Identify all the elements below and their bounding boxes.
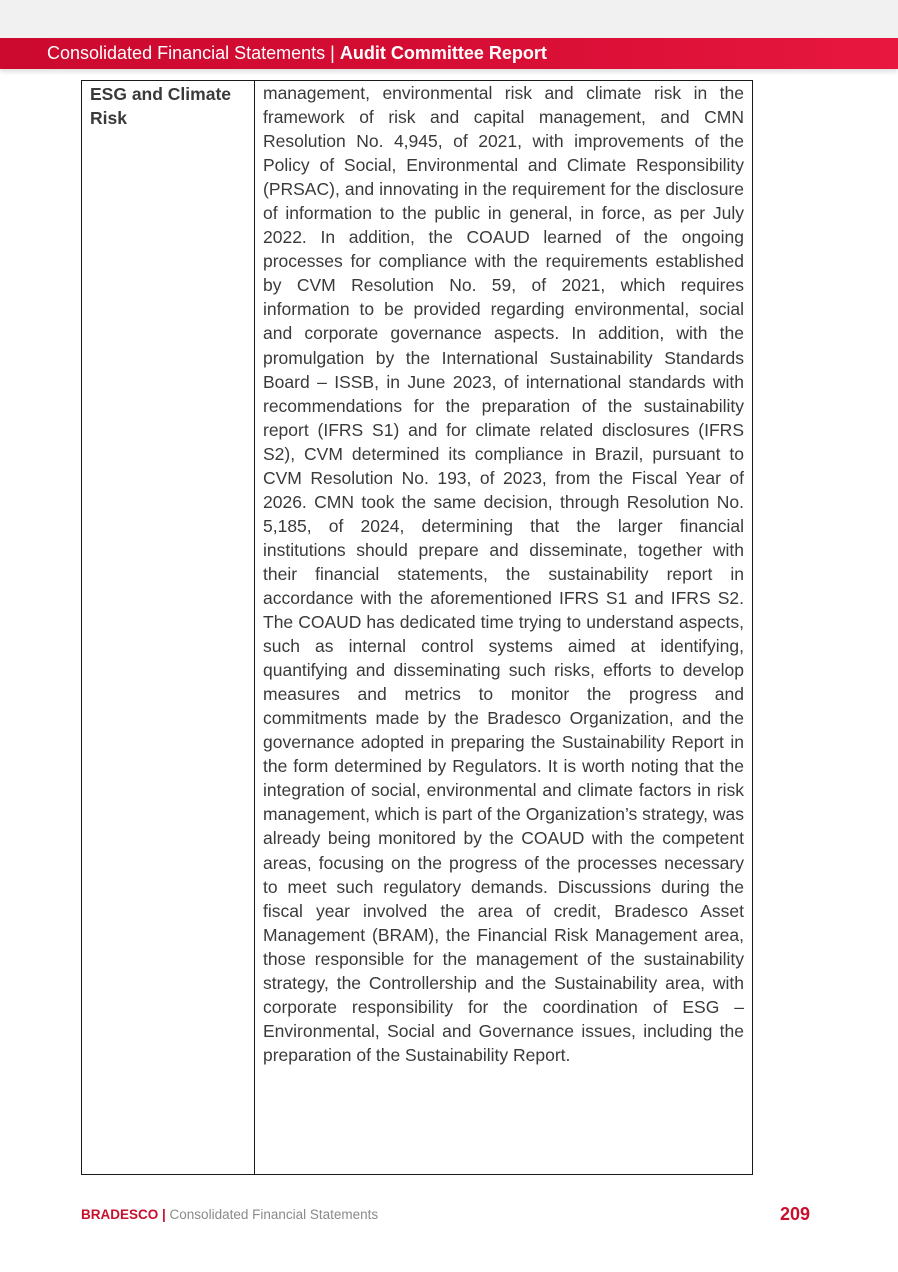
header-section: Consolidated Financial Statements bbox=[47, 43, 326, 63]
header-separator: | bbox=[325, 43, 340, 63]
footer-section: Consolidated Financial Statements bbox=[169, 1207, 379, 1222]
footer-running-title bbox=[81, 1207, 378, 1222]
row-body-cell bbox=[255, 81, 752, 1174]
header-band bbox=[0, 38, 898, 69]
page-number: 209 bbox=[779, 1204, 810, 1224]
top-margin bbox=[0, 0, 898, 38]
header-report-title: Audit Committee Report bbox=[339, 43, 547, 63]
footer-brand: BRADESCO bbox=[81, 1207, 159, 1222]
row-body-text: management, environmental risk and climate risk in the framework of risk and capital management, and CMN Resolution No. 4,945, of 2021, with improvements of the Policy of Social, Environmental and Climate Responsibility (PRSAC), and innovating in the requirement for the disclosure of information to the public in general, in force, as per July 2022. In addition, the COAUD learned of the ongoing processes for compliance with the requirements established by CVM Resolution No. 59, of 2021, which requires information to be provided regarding environmental, social and corporate governance aspects. In addition, with the promulgation by the International Sustainability Standards Board – ISSB, in June 2023, of international standards with recommendations for the preparation of the sustainability report (IFRS S1) and for climate related disclosures (IFRS S2), CVM determined its compliance in Brazil, pursuant to CVM Resolution No. 193, of 2023, from the Fiscal Year of 2026. CMN took the same decision, through Resolution No. 5,185, of 2024, determining that the larger financial institutions should prepare and disseminate, together with their financial statements, the sustainability report in accordance with the aforementioned IFRS S1 and IFRS S2. The COAUD has dedicated time trying to understand aspects, such as internal control systems aimed at identifying, quantifying and disseminating such risks, efforts to develop measures and metrics to monitor the progress and commitments made by the Bradesco Organization, and the governance adopted in preparing the Sustainability Report in the form determined by Regulators. It is worth noting that the integration of social, environmental and climate factors in risk management, which is part of the Organization’s strategy, was already being monitored by the COAUD with the competent areas, focusing on the progress of the processes necessary to meet such regulatory demands. Discussions during the fiscal year involved the area of credit, Bradesco Asset Management (BRAM), the Financial Risk Management area, those responsible for the management of the sustainability strategy, the Controllership and the Sustainability area, with corporate responsibility for the coordination of ESG – Environmental, Social and Governance issues, including the preparation of the Sustainability Report. bbox=[263, 83, 744, 1065]
content-table bbox=[81, 80, 753, 1175]
row-label-cell bbox=[82, 81, 255, 1174]
row-label: ESG and Climate Risk bbox=[90, 84, 232, 128]
header-title-line bbox=[47, 38, 547, 69]
footer-separator: | bbox=[158, 1207, 170, 1222]
